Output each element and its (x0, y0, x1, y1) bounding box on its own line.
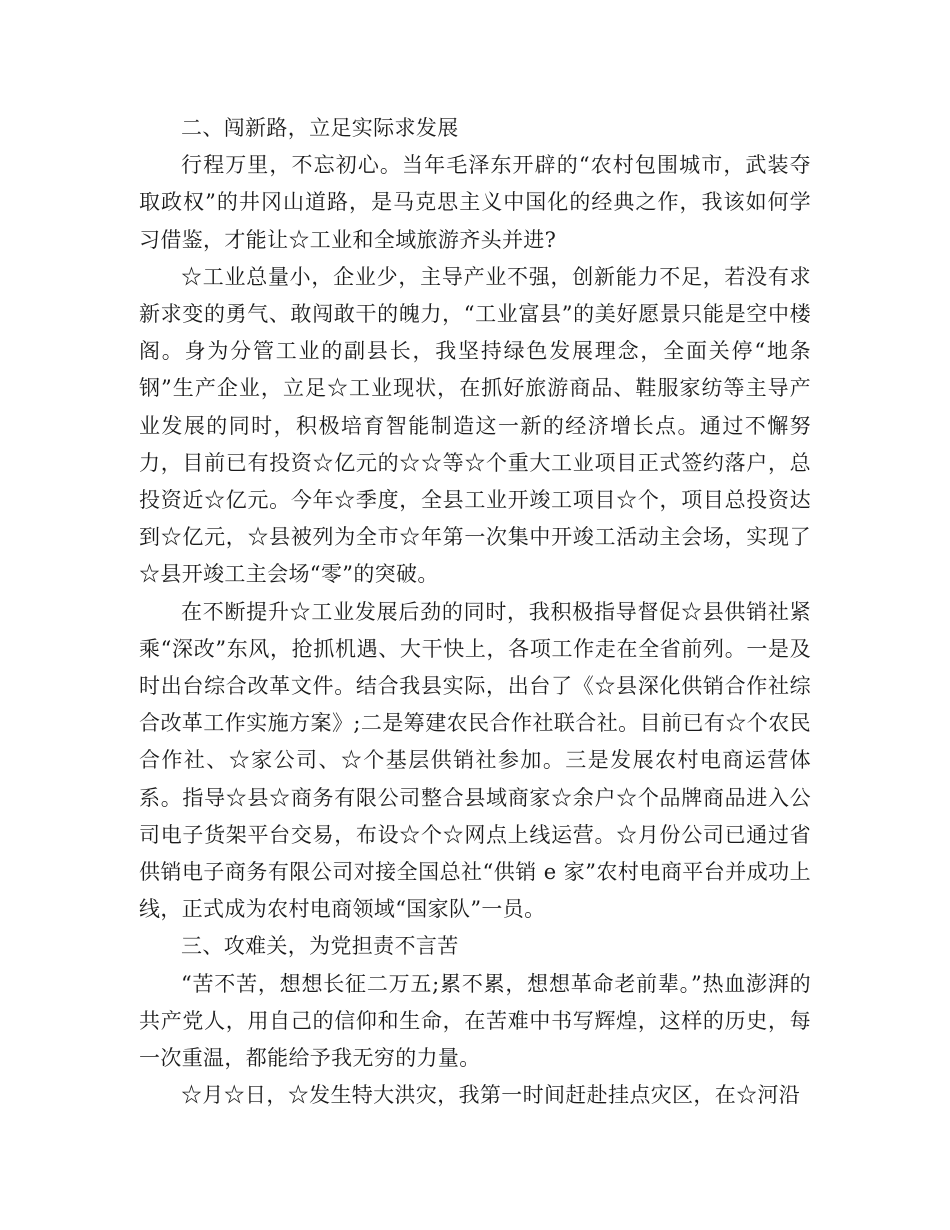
section-heading-2: 二、闯新路，立足实际求发展 (181, 116, 459, 140)
document-page (139, 110, 811, 1114)
paragraph: ☆工业总量小，企业少，主导产业不强，创新能力不足，若没有求新求变的勇气、敢闯敢干的魄力，“工业富县”的美好愿景只能是空中楼阁。身为分管工业的副县长，我坚持绿色发展理念，全面关停“地条钢”生产企业，立足☆工业现状，在抓好旅游商品、鞋服家纺等主导产业发展的同时，积极培育智能制造这一新的经济增长点。通过不懈努力，目前已有投资☆亿元的☆☆等☆个重大工业项目正式签约落户，总投资近☆亿元。今年☆季度，全县工业开竣工项目☆个，项目总投资达到☆亿元，☆县被列为全市☆年第一次集中开竣工活动主会场，实现了☆县开竣工主会场“零”的突破。 (139, 264, 811, 587)
paragraph: ☆月☆日，☆发生特大洪灾，我第一时间赶赴挂点灾区，在☆河沿 (181, 1083, 801, 1108)
paragraph: 行程万里，不忘初心。当年毛泽东开辟的“农村包围城市，武装夺取政权”的井冈山道路，是马克思主义中国化的经典之作，我该如何学习借鉴，才能让☆工业和全域旅游齐头并进? (139, 153, 811, 252)
paragraph: “苦不苦，想想长征二万五;累不累，想想革命老前辈。”热血澎湃的共产党人，用自己的信仰和生命，在苦难中书写辉煌，这样的历史，每一次重温，都能给予我无穷的力量。 (139, 971, 811, 1071)
paragraph: 在不断提升☆工业发展后劲的同时，我积极指导督促☆县供销社紧乘“深改”东风，抢抓机遇、大干快上，各项工作走在全省前列。一是及时出台综合改革文件。结合我县实际，出台了《☆县深化供销合作社综合改革工作实施方案》;二是筹建农民合作社联合社。目前已有☆个农民合作社、☆家公司、☆个基层供销社参加。三是发展农村电商运营体系。指导☆县☆商务有限公司整合县域商家☆余户☆个品牌商品进入公司电子货架平台交易，布设☆个☆网点上线运营。☆月份公司已通过省供销电子商务有限公司对接全国总社“供销 e 家”农村电商平台并成功上线，正式成为农村电商领域“国家队”一员。 (139, 599, 811, 922)
section-heading-3: 三、攻难关，为党担责不言苦 (181, 934, 459, 959)
